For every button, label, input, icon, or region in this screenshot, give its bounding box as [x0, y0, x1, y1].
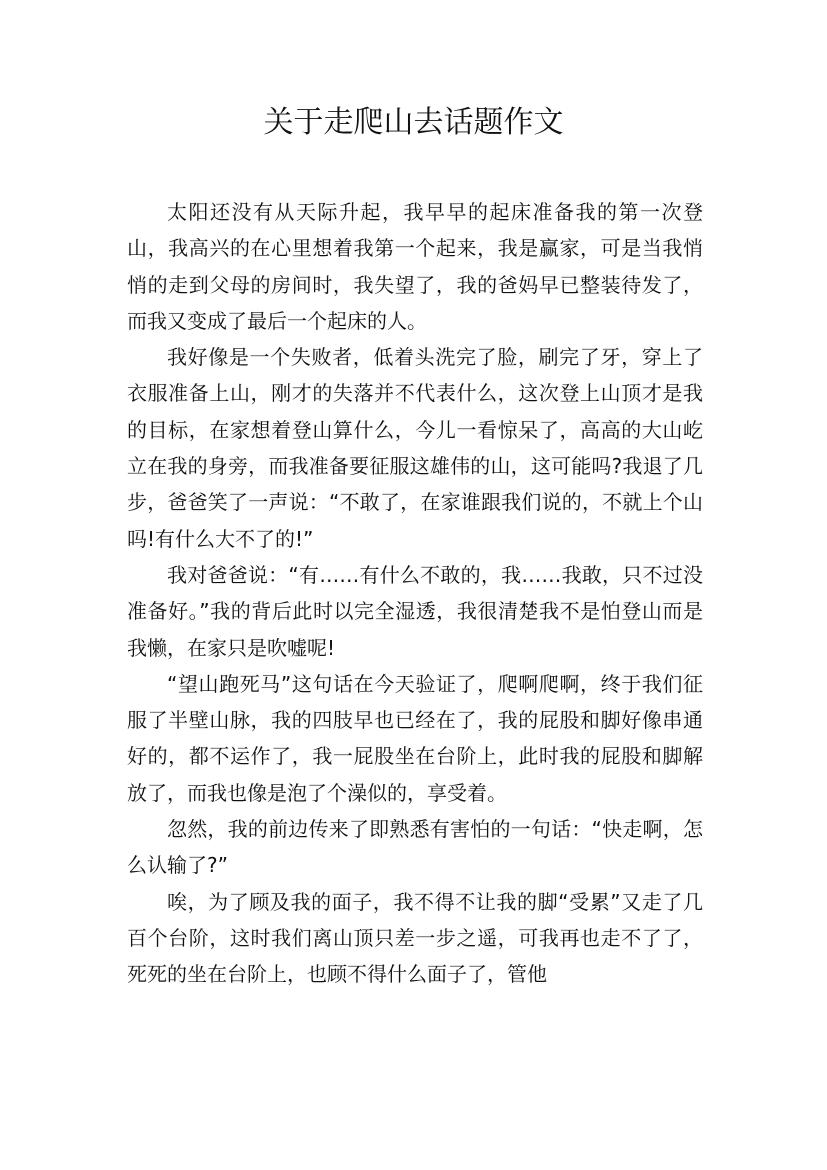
- document-body: [127, 194, 703, 993]
- document-title: 关于走爬山去话题作文: [263, 105, 564, 140]
- paragraph: “望山跑死马”这句话在今天验证了，爬啊爬啊，终于我们征服了半壁山脉，我的四肢早也已经在了，我的屁股和脚好像串通好的，都不运作了，我一屁股坐在台阶上，此时我的屁股和脚解放了，而我也像是泡了个澡似的，享受着。: [127, 671, 703, 805]
- paragraph: 我好像是一个失败者，低着头洗完了脸，刷完了牙，穿上了衣服准备上山，刚才的失落并不代表什么，这次登上山顶才是我的目标，在家想着登山算什么，今儿一看惊呆了，高高的大山屹立在我的身旁，而我准备要征服这雄伟的山，这可能吗?我退了几步，爸爸笑了一声说：“不敢了，在家谁跟我们说的，不就上个山吗!有什么大不了的!”: [127, 345, 703, 551]
- paragraph: 唉，为了顾及我的面子，我不得不让我的脚“受累”又走了几百个台阶，这时我们离山顶只差一步之遥，可我再也走不了了，死死的坐在台阶上，也顾不得什么面子了，管他: [127, 889, 703, 987]
- paragraph: 太阳还没有从天际升起，我早早的起床准备我的第一次登山，我高兴的在心里想着我第一个起来，我是赢家，可是当我悄悄的走到父母的房间时，我失望了，我的爸妈早已整装待发了，而我又变成了最后一个起床的人。: [127, 200, 703, 333]
- paragraph: 忽然，我的前边传来了即熟悉有害怕的一句话：“快走啊，怎么认输了?”: [127, 817, 703, 878]
- paragraph: 我对爸爸说：“有……有什么不敢的，我……我敢，只不过没准备好。”我的背后此时以完全湿透，我很清楚我不是怕登山而是我懒，在家只是吹嘘呢!: [127, 562, 703, 660]
